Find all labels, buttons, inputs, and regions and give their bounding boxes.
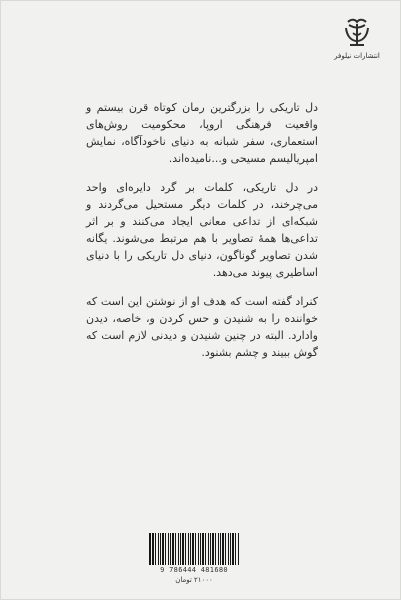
- blurb-paragraph-2: در دل تاریکی، کلمات بر گرد دایره‌ای واحد می‌چرخند، در کلمات دیگر مستحیل می‌گردند و شبکه‌ای از تداعی معانی ایجاد می‌کنند و بر اثر تداعی‌ها همهٔ تصاویر با هم مرتبط می‌شوند. یگانه شدن تصاویر گوناگون، دنیای دل تاریکی را با دنیای اساطیری پیوند می‌دهد.: [86, 181, 318, 279]
- price-label: ۲۱۰۰۰ تومان: [175, 576, 213, 584]
- publisher-logo: [334, 17, 380, 60]
- blurb-paragraph-3: کنراد گفته است که هدف او از نوشتن این است که خواننده را به شنیدن و حس کردن و، خاصه، دیدن وادارد. البته در چنین شنیدن و دیدنی لازم است که گوش ببیند و چشم بشنود.: [86, 295, 318, 359]
- publisher-emblem-icon: [339, 17, 375, 51]
- blurb-paragraph-1: دل تاریکی را بزرگترین رمان کوتاه قرن بیستم و واقعیت فرهنگی اروپا، محکومیت روش‌های استعماری، سفر شبانه به دنیای ناخودآگاه، نمایش امپریالیسم مسیحی و...نامیده‌اند.: [86, 101, 318, 165]
- barcode: [149, 533, 239, 565]
- isbn-number: 9 786444 481680: [160, 566, 228, 574]
- barcode-area: [149, 533, 239, 584]
- blurb-text: [86, 99, 318, 361]
- publisher-name: انتشارات نیلوفر: [334, 52, 380, 60]
